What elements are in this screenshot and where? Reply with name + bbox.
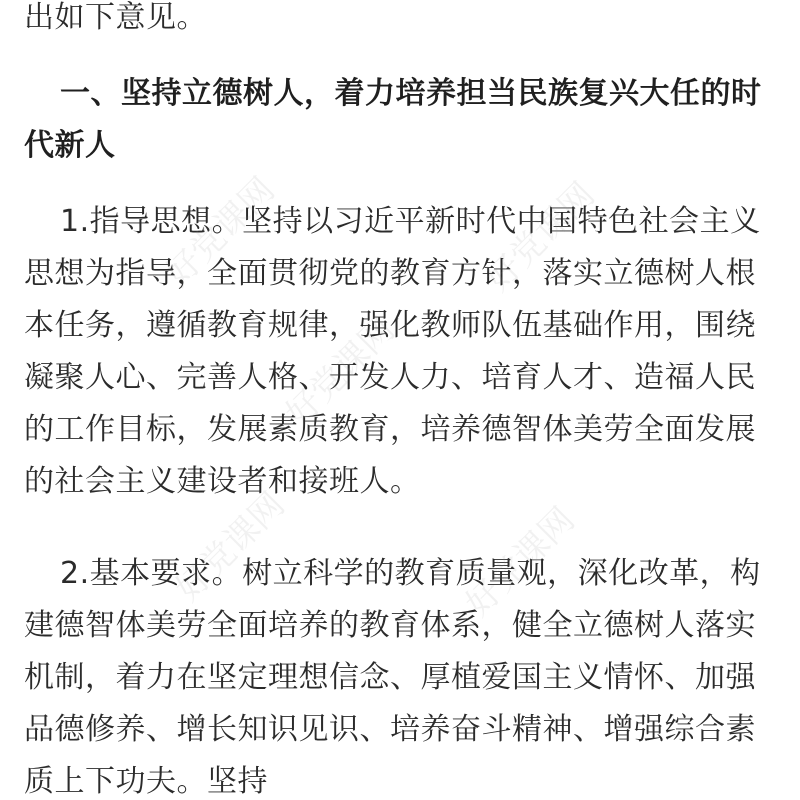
paragraph-basic-requirements: 2.基本要求。树立科学的教育质量观，深化改革，构建德智体美劳全面培养的教育体系，健全立德树人落实机制，着力在坚定理想信念、厚植爱国主义情怀、加强品德修养、增长知识见识、培养奋斗精神、增强综合素质上下功夫。坚持 xyxy=(24,556,761,799)
lead-line: 出如下意见。 xyxy=(24,0,207,35)
paragraph-guiding-ideology: 1.指导思想。坚持以习近平新时代中国特色社会主义思想为指导，全面贯彻党的教育方针，落实立德树人根本任务，遵循教育规律，强化教师队伍基础作用，围绕凝聚人心、完善人格、开发人力、培育人才、造福人民的工作目标，发展素质教育，培养德智体美劳全面发展的社会主义建设者和接班人。 xyxy=(24,204,761,499)
watermark-text: 好党课网 xyxy=(168,484,293,610)
watermark-text: 好党课网 xyxy=(278,309,403,435)
watermark-text: 好党课网 xyxy=(458,499,583,625)
section-heading: 一、坚持立德树人，着力培养担当民族复兴大任的时代新人 xyxy=(24,76,762,163)
watermark-text: 好党课网 xyxy=(478,174,603,300)
watermark-text: 好党课网 xyxy=(158,169,283,295)
